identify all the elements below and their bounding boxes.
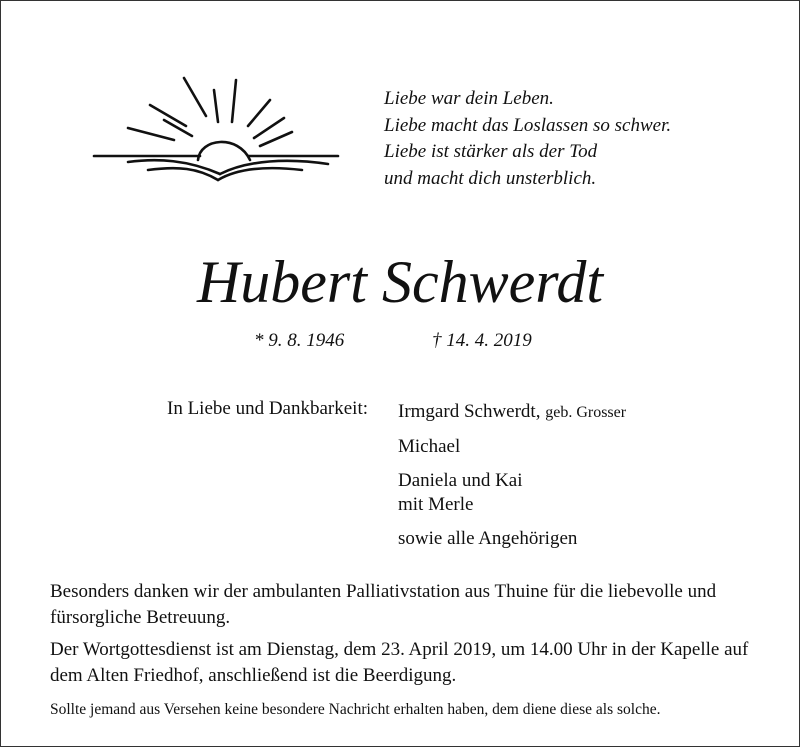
- mourners-intro: In Liebe und Dankbarkeit:: [167, 398, 369, 419]
- mourner-name: Daniela und Kai: [398, 470, 523, 491]
- mourner-group: [398, 469, 626, 517]
- maiden-name: geb. Grosser: [545, 404, 627, 421]
- thanks-paragraph: Besonders danken wir der ambulanten Palliativstation aus Thuine für die liebevolle und fürsorgliche Betreuung.: [50, 581, 717, 628]
- memorial-poem: [384, 86, 671, 192]
- mourner-name: Michael: [398, 436, 461, 457]
- mourner-name: sowie alle Angehörigen: [398, 528, 578, 549]
- mourner-name: Irmgard Schwerdt,: [398, 401, 541, 422]
- mourner-group: [398, 527, 626, 551]
- sunset-icon: [88, 70, 348, 190]
- notice-body: [50, 579, 760, 695]
- poem-line: Liebe macht das Loslassen so schwer.: [384, 114, 672, 136]
- poem-line: Liebe war dein Leben.: [384, 88, 554, 109]
- mourner-group: [398, 435, 626, 459]
- mourner-name: mit Merle: [398, 494, 474, 515]
- deceased-name: Hubert Schwerdt: [196, 249, 604, 315]
- footer-note: Sollte jemand aus Versehen keine besondere Nachricht erhalten haben, dem diene diese als solche.: [50, 701, 661, 718]
- poem-line: Liebe ist stärker als der Tod: [384, 141, 598, 162]
- service-paragraph: Der Wortgottesdienst ist am Dienstag, dem 23. April 2019, um 14.00 Uhr in der Kapelle auf dem Alten Friedhof, anschließend ist die Beerdigung.: [50, 639, 749, 686]
- death-date: † 14. 4. 2019: [432, 330, 532, 351]
- poem-line: und macht dich unsterblich.: [384, 167, 597, 189]
- mourners-list: [398, 400, 626, 561]
- mourner-group: [398, 400, 626, 425]
- birth-date: * 9. 8. 1946: [254, 330, 345, 351]
